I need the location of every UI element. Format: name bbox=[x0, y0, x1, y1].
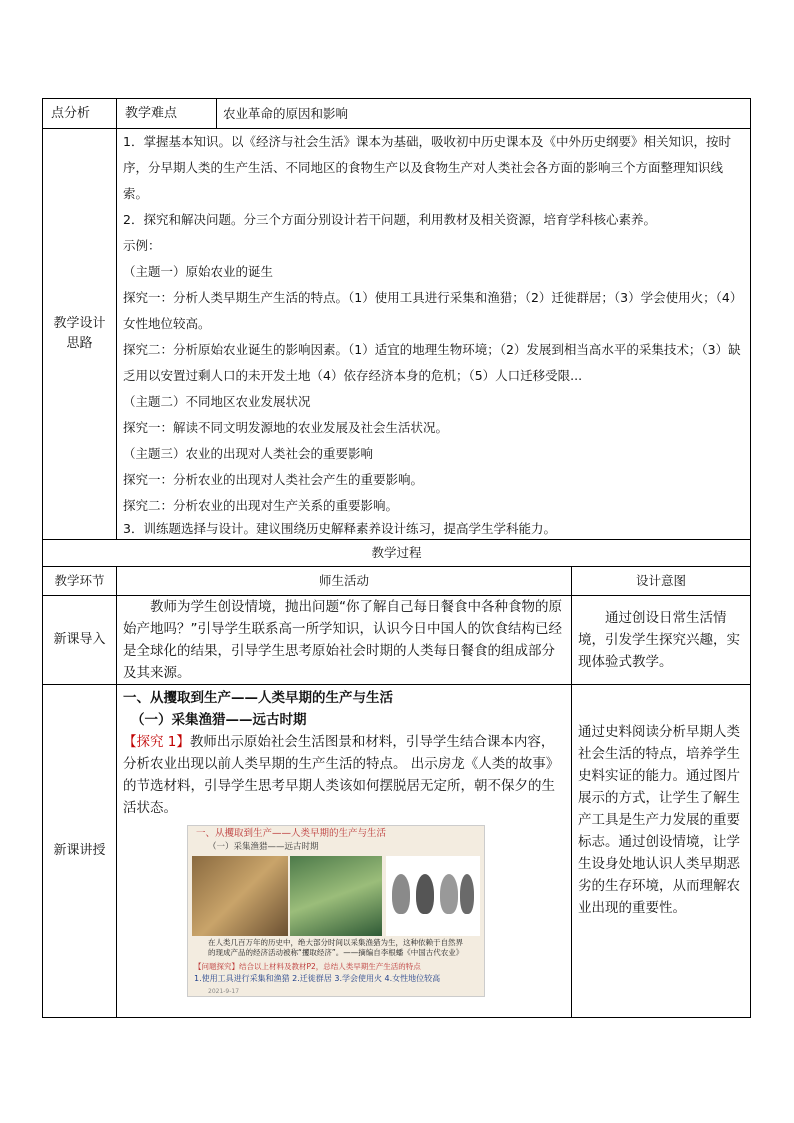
lecture-intent bbox=[572, 685, 751, 1018]
lecture-intent-text: 通过史料阅读分析早期人类社会生活的特点，培养学生史料实证的能力。通过图片展示的方式，让学生了解生产工具是生产力发展的重要标志。通过创设情境，让学生设身处地认识人类早期恶劣的生存环境，从而理解农业出现的重要性。 bbox=[578, 724, 740, 916]
row-design bbox=[43, 129, 751, 540]
primitive-life-illustration bbox=[192, 856, 288, 936]
design-line: 探究二：分析农业的出现对生产关系的重要影响。 bbox=[123, 498, 399, 513]
lecture-body bbox=[123, 731, 565, 819]
lecture-activity bbox=[117, 685, 572, 1018]
inquiry-tag: 【探究 1】 bbox=[123, 734, 190, 750]
row-difficulty bbox=[43, 99, 751, 129]
lecture-body-text: 教师出示原始社会生活图景和材料，引导学生结合课本内容，分析农业出现以前人类早期的生产生活的特点。 出示房龙《人类的故事》的节选材料，引导学生思考早期人类该如何摆脱居无定所，朝不保夕的生活状态。 bbox=[123, 734, 560, 816]
design-line: 探究一：分析人类早期生产生活的特点。（1）使用工具进行采集和渔猎；（2）迁徙群居；（3）学会使用火；（4）女性地位较高。 bbox=[123, 290, 743, 331]
row-lecture bbox=[43, 685, 751, 1018]
analysis-label: 点分析 bbox=[43, 99, 117, 129]
stone-tool-icon bbox=[416, 874, 434, 914]
design-line: 探究二：分析原始农业诞生的影响因素。（1）适宜的地理生物环境；（2）发展到相当高水平的采集技术；（3）缺乏用以安置过剩人口的未开发土地（4）依存经济本身的危机；（5）人口迁移受限... bbox=[123, 342, 741, 383]
design-line: 探究一：分析农业的出现对人类社会产生的重要影响。 bbox=[123, 472, 424, 487]
row-intro bbox=[43, 596, 751, 685]
stone-tool-icon bbox=[392, 874, 410, 914]
slide-subtitle: （一）采集渔猎——远古时期 bbox=[208, 842, 319, 852]
lecture-label: 新课讲授 bbox=[43, 685, 117, 1018]
header-stage: 教学环节 bbox=[43, 567, 117, 596]
slide-question: 【问题探究】结合以上材料及教材P2，总结人类早期生产生活的特点 bbox=[194, 962, 421, 971]
header-activity: 师生活动 bbox=[117, 567, 572, 596]
intro-intent-text: 通过创设日常生活情境，引发学生探究兴趣，实现体验式教学。 bbox=[578, 610, 740, 670]
lesson-plan-table bbox=[42, 98, 751, 1018]
intro-activity-text: 教师为学生创设情境，抛出问题“你了解自己每日餐食中各种食物的原始产地吗？”引导学生联系高一所学知识，认识今日中国人的饮食结构已经是全球化的结果，引导学生思考原始社会时期的人类每日餐食的组成部分及其来源。 bbox=[123, 599, 562, 681]
design-line: 1．掌握基本知识。以《经济与社会生活》课本为基础，吸收初中历史课本及《中外历史纲要》相关知识，按时序，分早期人类的生产生活、不同地区的食物生产以及食物生产对人类社会各方面的影响三个方面整理知识线索。 bbox=[123, 134, 731, 201]
slide-image bbox=[187, 825, 485, 997]
lecture-heading-2: （一）采集渔猎——远古时期 bbox=[131, 712, 307, 728]
design-line: 探究一：解读不同文明发源地的农业发展及社会生活状况。 bbox=[123, 420, 449, 435]
slide-footer: 2021-9-17 bbox=[208, 988, 240, 995]
row-process-title bbox=[43, 540, 751, 567]
header-intent: 设计意图 bbox=[572, 567, 751, 596]
lesson-plan-page bbox=[42, 98, 750, 1018]
design-line: 3．训练题选择与设计。建议围绕历史解释素养设计练习，提高学生学科能力。 bbox=[123, 521, 556, 536]
design-label: 教学设计思路 bbox=[43, 129, 117, 540]
intro-intent bbox=[572, 596, 751, 685]
slide-answer: 1.使用工具进行采集和渔猎 2.迁徙群居 3.学会使用火 4.女性地位较高 bbox=[194, 974, 441, 983]
design-content bbox=[117, 129, 751, 540]
difficulty-label: 教学难点 bbox=[117, 99, 217, 129]
stone-tool-icon bbox=[440, 874, 458, 914]
difficulty-value: 农业革命的原因和影响 bbox=[217, 99, 751, 129]
stone-tool-icon bbox=[460, 874, 474, 914]
intro-label: 新课导入 bbox=[43, 596, 117, 685]
intro-activity bbox=[117, 596, 572, 685]
design-line: 示例： bbox=[123, 238, 161, 253]
hunting-scene-illustration bbox=[290, 856, 382, 936]
design-line: 2．探究和解决问题。分三个方面分别设计若干问题，利用教材及相关资源，培育学科核心素养。 bbox=[123, 212, 656, 227]
stone-tools-image bbox=[386, 856, 480, 936]
design-line: （主题一）原始农业的诞生 bbox=[123, 264, 274, 279]
slide-caption: 在人类几百万年的历史中，绝大部分时间以采集渔猎为生，这种依赖于自然界的现成产品的经济活动被称“攫取经济”。——摘编自李根蟠《中国古代农业》 bbox=[208, 938, 464, 957]
process-title: 教学过程 bbox=[43, 540, 751, 567]
lecture-heading-1: 一、从攫取到生产——人类早期的生产与生活 bbox=[123, 690, 393, 706]
row-headers bbox=[43, 567, 751, 596]
slide-title: 一、从攫取到生产——人类早期的生产与生活 bbox=[196, 828, 387, 839]
design-line: （主题二）不同地区农业发展状况 bbox=[123, 394, 311, 409]
design-line: （主题三）农业的出现对人类社会的重要影响 bbox=[123, 446, 374, 461]
